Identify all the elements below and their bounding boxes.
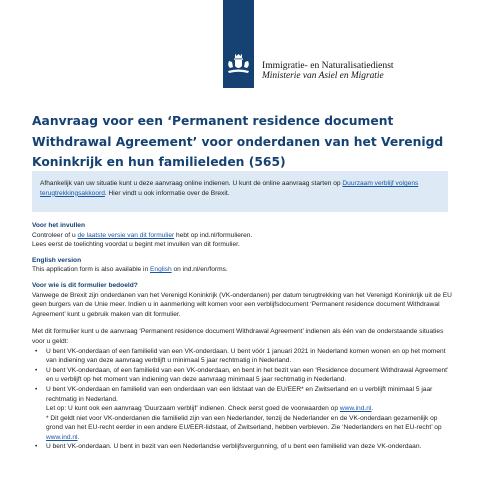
invullen-text-1: Controleer of u bbox=[32, 231, 78, 239]
list-item bbox=[32, 442, 452, 452]
organisation-name bbox=[262, 60, 394, 82]
english-text-1: This application form is also available in bbox=[32, 266, 151, 274]
intro-text-2: . Hier vindt u ook informatie over de Brexit. bbox=[104, 189, 230, 197]
list-item bbox=[32, 366, 452, 385]
section-heading-invullen: Voor het invullen bbox=[32, 222, 85, 229]
footnote-text-1: * Dit geldt niet voor VK-onderdanen die familielid zijn van een Nederlander, tenzij de Nederlander en de VK-onderdaan gezamenlijk op grond van het EU-recht eerder in een andere EU/EER-lidstaat, of Zwitserland, hebben verbleven. Zie ‘Nederlanders en het EU-recht’ op bbox=[46, 414, 442, 432]
coat-of-arms-icon bbox=[226, 52, 251, 77]
bullet-marker: • bbox=[35, 443, 38, 451]
ind-website-link[interactable]: www.ind.nl bbox=[46, 433, 78, 441]
footnote-text-2: . bbox=[77, 433, 80, 441]
page-header bbox=[0, 0, 480, 98]
list-item-sub-note bbox=[46, 404, 452, 414]
bullet-marker: • bbox=[35, 366, 38, 374]
english-version-link[interactable]: English bbox=[150, 266, 172, 274]
invullen-line-1 bbox=[32, 231, 452, 241]
intro-text-1: Afhankelijk van uw situatie kunt u deze aanvraag online indienen. U kunt de online aanvraag starten op bbox=[40, 180, 343, 187]
org-line-1: Immigratie- en Naturalisatiedienst bbox=[262, 60, 394, 71]
latest-version-link[interactable]: de laatste versie van dit formulier bbox=[77, 231, 175, 239]
bedoeld-paragraph: Vanwege de Brexit zijn onderdanen van het Verenigd Koninkrijk (VK-onderdanen) per datum terugtrekking van het Verenigd Koninkrijk uit de EU geen burgers van de Unie meer. Indien u in aanmerking wilt komen voor een verblijfsdocument ‘Permanent residence document Withdrawal Agreement’ kunt u gebruik maken van dit formulier. bbox=[32, 291, 452, 318]
sub-note-text-2: . bbox=[371, 405, 374, 413]
bullet-marker: • bbox=[35, 385, 38, 393]
list-item-text: U bent VK-onderdaan. U bent in bezit van een Nederlandse verblijfsvergunning, of u bent een familielid van deze VK-onderdaan. bbox=[46, 443, 422, 451]
ind-website-link[interactable]: www.ind.nl bbox=[339, 405, 372, 413]
online-application-link[interactable]: Duurzaam verblijf volgens terugtrekkingsakkoord bbox=[40, 180, 419, 197]
list-item bbox=[32, 347, 452, 366]
list-item bbox=[32, 385, 452, 443]
intro-box bbox=[32, 171, 448, 212]
form-title: Aanvraag voor een ‘Permanent residence document Withdrawal Agreement’ voor onderdanen van het Verenigd Koninkrijk en hun familieleden (565) bbox=[32, 114, 444, 169]
list-item-text: U bent VK-onderdaan, of een familielid van een VK-onderdaan, en bent in het bezit van een ‘Residence document Withdrawal Agreement’ en u verblijft op het moment van indiening van deze aanvraag minimaal 5 jaar rechtmatig in Nederland. bbox=[46, 366, 449, 384]
situaties-intro: Met dit formulier kunt u de aanvraag ‘Permanent residence document Withdrawal Agreement’ indienen als één van de onderstaande situaties voor u geldt: bbox=[32, 328, 444, 345]
form-content bbox=[32, 221, 452, 452]
list-item-text: U bent VK-onderdaan en familielid van een onderdaan van een lidstaat van de EU/EER* en Zwitserland en u verblijft minimaal 5 jaar rechtmatig in Nederland. bbox=[46, 385, 433, 403]
logo-bar bbox=[223, 0, 254, 88]
list-item-footnote bbox=[46, 414, 452, 443]
invullen-line-2: Lees eerst de toelichting voordat u begint met invullen van dit formulier. bbox=[32, 241, 240, 249]
invullen-text-2: hebt op ind.nl/formulieren. bbox=[174, 231, 253, 239]
situaties-list bbox=[32, 347, 452, 453]
sub-note-text-1: Let op: U kunt ook een aanvraag ‘Duurzaam verblijf’ indienen. Check eerst goed de voorwaarden op bbox=[46, 405, 340, 413]
org-line-2: Ministerie van Asiel en Migratie bbox=[262, 71, 384, 81]
section-heading-bedoeld: Voor wie is dit formulier bedoeld? bbox=[32, 281, 138, 289]
english-line bbox=[32, 265, 452, 275]
list-item-text: U bent VK-onderdaan of een familielid van een VK-onderdaan. U bent vóór 1 januari 2021 in Nederland komen wonen en op het moment van indiening van deze aanvraag verblijft u minimaal 5 jaar rechtmatig in Nederland. bbox=[46, 347, 446, 365]
bullet-marker: • bbox=[35, 347, 38, 355]
section-heading-english: English version bbox=[32, 256, 82, 264]
english-text-2: on ind.nl/en/forms. bbox=[171, 266, 228, 274]
